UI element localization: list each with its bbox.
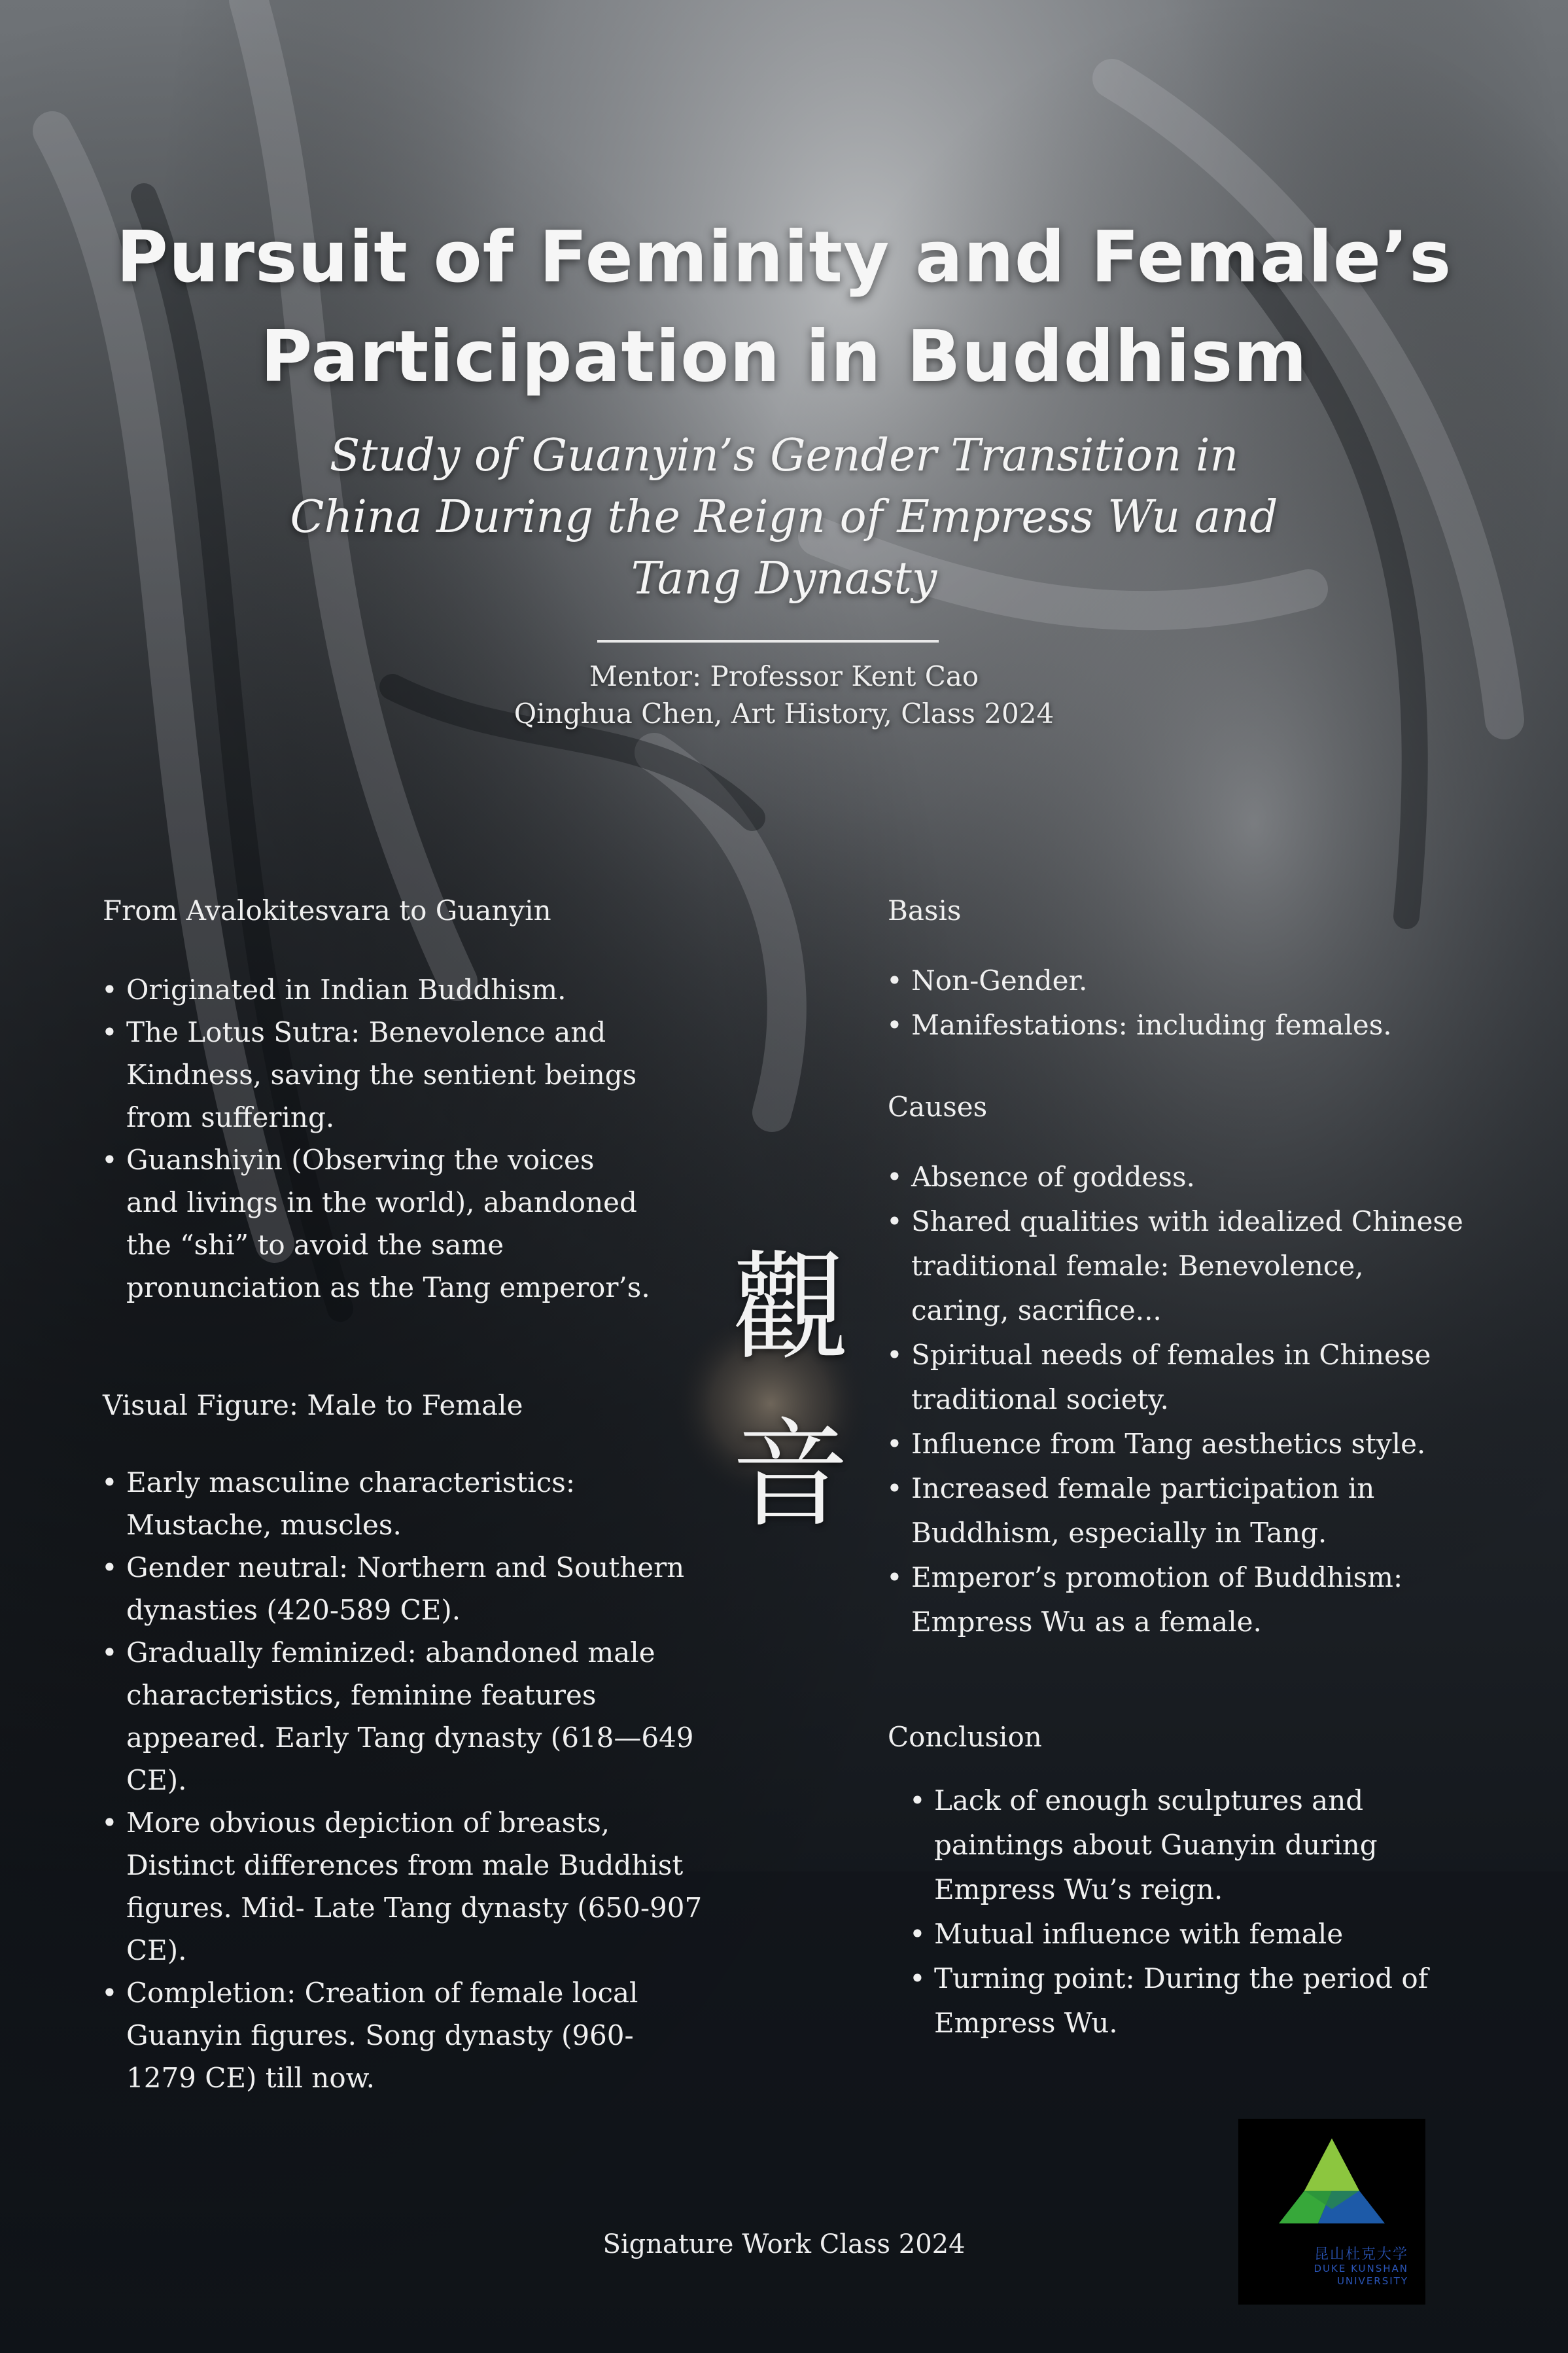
list-item	[886, 1333, 1541, 1422]
calligraphy-char-guan: 觀	[731, 1240, 849, 1377]
list-item-line: • Emperor’s promotion of Buddhism:	[911, 1561, 1403, 1593]
list-item-line: Distinct differences from male Buddhist	[126, 1849, 684, 1881]
logo-english-name	[1251, 2263, 1408, 2288]
list-item	[886, 959, 1462, 1003]
list-item-line: • Absence of goddess.	[911, 1161, 1195, 1193]
title-line-1: Pursuit of Feminity and Female’s	[116, 217, 1452, 298]
list-item-line: 1279 CE) till now.	[126, 2062, 375, 2094]
list-item	[101, 1011, 706, 1139]
list-item-line: dynasties (420-589 CE).	[126, 1594, 461, 1626]
list-item-line: appeared. Early Tang dynasty (618—649	[126, 1722, 694, 1754]
list-item-line: characteristics, feminine features	[126, 1679, 597, 1711]
mentor-text: Mentor: Professor Kent Cao	[589, 660, 979, 692]
list-item-line: pronunciation as the Tang emperor’s.	[126, 1271, 650, 1303]
title-line-2: Participation in Buddhism	[260, 316, 1308, 398]
list-item	[909, 1778, 1518, 1912]
list-item-line: traditional female: Benevolence,	[911, 1250, 1364, 1282]
visual-heading: Visual Figure: Male to Female	[103, 1389, 523, 1421]
conclusion-heading: Conclusion	[888, 1721, 1042, 1753]
author-text: Qinghua Chen, Art History, Class 2024	[514, 698, 1054, 730]
list-item	[101, 968, 706, 1011]
list-item-line: • Non-Gender.	[911, 964, 1088, 997]
causes-heading: Causes	[888, 1091, 988, 1123]
visual-list	[101, 1461, 749, 2099]
list-item	[909, 1956, 1518, 2045]
footer-text: Signature Work Class 2024	[602, 2229, 966, 2259]
list-item-line: • Shared qualities with idealized Chinese	[911, 1205, 1463, 1237]
list-item-line: from suffering.	[126, 1101, 335, 1133]
origin-list	[101, 968, 706, 1309]
credits	[0, 658, 1568, 732]
causes-list	[886, 1155, 1541, 1644]
list-item	[101, 1139, 706, 1309]
list-item	[101, 1801, 749, 1972]
conclusion-list	[909, 1778, 1518, 2045]
poster-subtitle	[0, 425, 1568, 610]
list-item	[101, 1631, 749, 1801]
list-item	[886, 1003, 1462, 1048]
list-item-line: Empress Wu’s reign.	[934, 1873, 1223, 1905]
basis-list	[886, 959, 1462, 1048]
list-item	[886, 1199, 1541, 1333]
list-item-line: • Spiritual needs of females in Chinese	[911, 1339, 1431, 1371]
list-item-line: Guanyin figures. Song dynasty (960-	[126, 2019, 634, 2051]
list-item-line: CE).	[126, 1934, 187, 1966]
subtitle-line-1: Study of Guanyin’s Gender Transition in	[329, 430, 1239, 482]
logo-chinese-name: 昆山杜克大学	[1314, 2246, 1408, 2263]
list-item-line: figures. Mid- Late Tang dynasty (650-907	[126, 1892, 703, 1924]
list-item	[886, 1155, 1541, 1199]
list-item-line: • Manifestations: including females.	[911, 1009, 1392, 1041]
list-item	[909, 1912, 1518, 1956]
list-item-line: • Gender neutral: Northern and Southern	[126, 1551, 685, 1583]
list-item-line: caring, sacrifice...	[911, 1294, 1162, 1326]
duke-kunshan-triangle-icon	[1238, 2119, 1425, 2250]
poster-title	[0, 208, 1568, 407]
list-item-line: • Turning point: During the period of	[934, 1962, 1429, 1994]
list-item-line: paintings about Guanyin during	[934, 1829, 1378, 1861]
basis-heading: Basis	[888, 894, 962, 927]
logo-english-line-1: DUKE KUNSHAN	[1314, 2263, 1408, 2274]
list-item-line: Kindness, saving the sentient beings	[126, 1059, 637, 1091]
list-item-line: • More obvious depiction of breasts,	[126, 1807, 610, 1839]
list-item-line: • Influence from Tang aesthetics style.	[911, 1428, 1426, 1460]
list-item-line: • Early masculine characteristics:	[126, 1466, 575, 1498]
list-item-line: CE).	[126, 1764, 187, 1796]
list-item	[101, 1461, 749, 1546]
list-item-line: • Increased female participation in	[911, 1472, 1375, 1504]
list-item-line: Mustache, muscles.	[126, 1509, 402, 1541]
list-item-line: traditional society.	[911, 1383, 1169, 1415]
list-item-line: • Guanshiyin (Observing the voices	[126, 1144, 595, 1176]
list-item-line: Empress Wu.	[934, 2007, 1118, 2039]
calligraphy-char-yin: 音	[731, 1407, 849, 1544]
list-item	[886, 1466, 1541, 1555]
list-item-line: the “shi” to avoid the same	[126, 1229, 504, 1261]
list-item-line: • Completion: Creation of female local	[126, 1977, 638, 2009]
list-item-line: • Lack of enough sculptures and	[934, 1784, 1364, 1816]
duke-kunshan-logo	[1238, 2119, 1425, 2305]
list-item-line: • Gradually feminized: abandoned male	[126, 1636, 655, 1669]
list-item-line: • Originated in Indian Buddhism.	[126, 974, 566, 1006]
list-item	[886, 1555, 1541, 1644]
list-item	[101, 1546, 749, 1631]
list-item	[101, 1972, 749, 2099]
list-item-line: • The Lotus Sutra: Benevolence and	[126, 1016, 606, 1048]
list-item-line: • Mutual influence with female	[934, 1918, 1344, 1950]
list-item-line: Empress Wu as a female.	[911, 1606, 1262, 1638]
list-item-line: Buddhism, especially in Tang.	[911, 1517, 1327, 1549]
logo-english-line-2: UNIVERSITY	[1336, 2275, 1408, 2287]
subtitle-line-2: China During the Reign of Empress Wu and	[290, 491, 1278, 543]
origin-heading: From Avalokitesvara to Guanyin	[103, 894, 551, 927]
list-item-line: and livings in the world), abandoned	[126, 1186, 637, 1218]
list-item	[886, 1422, 1541, 1466]
title-divider	[597, 640, 939, 643]
guanyin-calligraphy	[674, 1240, 870, 1597]
subtitle-line-3: Tang Dynasty	[631, 553, 937, 605]
